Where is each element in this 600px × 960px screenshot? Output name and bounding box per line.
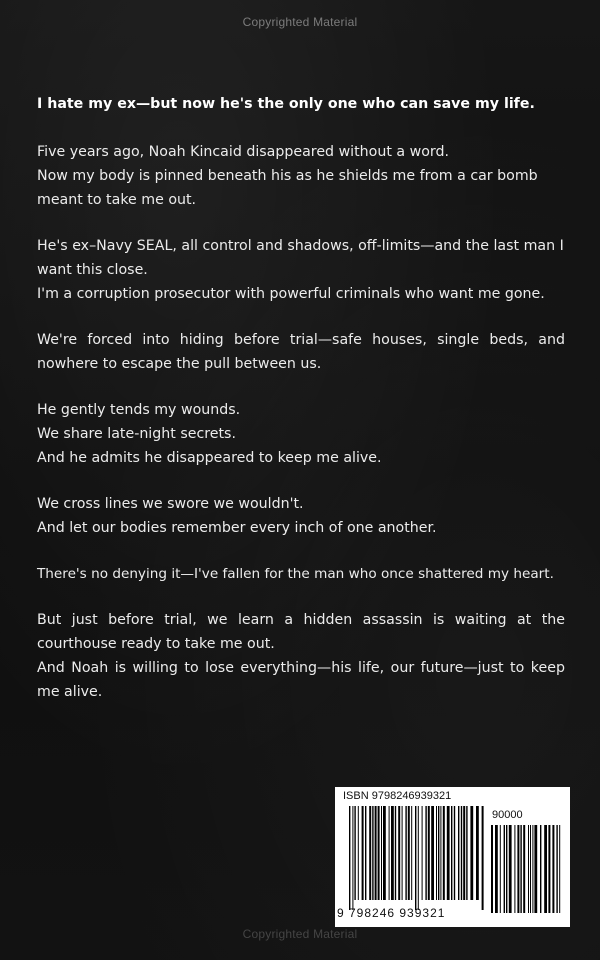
blurb-paragraph-1	[37, 140, 565, 212]
barcode-addon-bars	[491, 825, 561, 913]
blurb-paragraph-4	[37, 398, 565, 470]
blurb-paragraph-7	[37, 608, 565, 704]
watermark-top: Copyrighted Material	[242, 15, 358, 29]
barcode-digits: 9 798246 939321	[337, 906, 446, 920]
blurb-line: But just before trial, we learn a hidden assassin is waiting at the courthouse ready to take me out.	[37, 612, 565, 652]
blurb-paragraph-3	[37, 328, 565, 376]
blurb-line: We're forced into hiding before trial—safe houses, single beds, and nowhere to escape the pull between us.	[37, 332, 565, 372]
barcode-bars	[349, 806, 485, 910]
blurb-line: And let our bodies remember every inch of one another.	[37, 520, 437, 536]
blurb-hook: I hate my ex—but now he's the only one who can save my life.	[37, 96, 535, 112]
blurb-line: He gently tends my wounds.	[37, 402, 241, 418]
blurb-paragraph-6	[37, 562, 565, 586]
isbn-barcode	[335, 787, 570, 927]
blurb-line: And Noah is willing to lose everything—his life, our future—just to keep me alive.	[37, 660, 565, 700]
blurb-line: Now my body is pinned beneath his as he shields me from a car bomb meant to take me out.	[37, 168, 538, 208]
blurb-paragraph-5	[37, 492, 565, 540]
blurb-paragraph-2	[37, 234, 565, 306]
blurb-line: There's no denying it—I've fallen for the man who once shattered my heart.	[37, 566, 554, 582]
blurb-line: He's ex–Navy SEAL, all control and shadows, off-limits—and the last man I want this close.	[37, 238, 564, 278]
blurb-line: Five years ago, Noah Kincaid disappeared without a word.	[37, 144, 449, 160]
blurb-line: I'm a corruption prosecutor with powerful criminals who want me gone.	[37, 286, 545, 302]
book-blurb	[37, 92, 565, 726]
price-code: 90000	[492, 809, 523, 821]
blurb-line: We share late-night secrets.	[37, 426, 236, 442]
isbn-label: ISBN 9798246939321	[343, 790, 452, 802]
watermark-bottom: Copyrighted Material	[242, 927, 358, 941]
blurb-line: We cross lines we swore we wouldn't.	[37, 496, 304, 512]
blurb-line: And he admits he disappeared to keep me alive.	[37, 450, 382, 466]
